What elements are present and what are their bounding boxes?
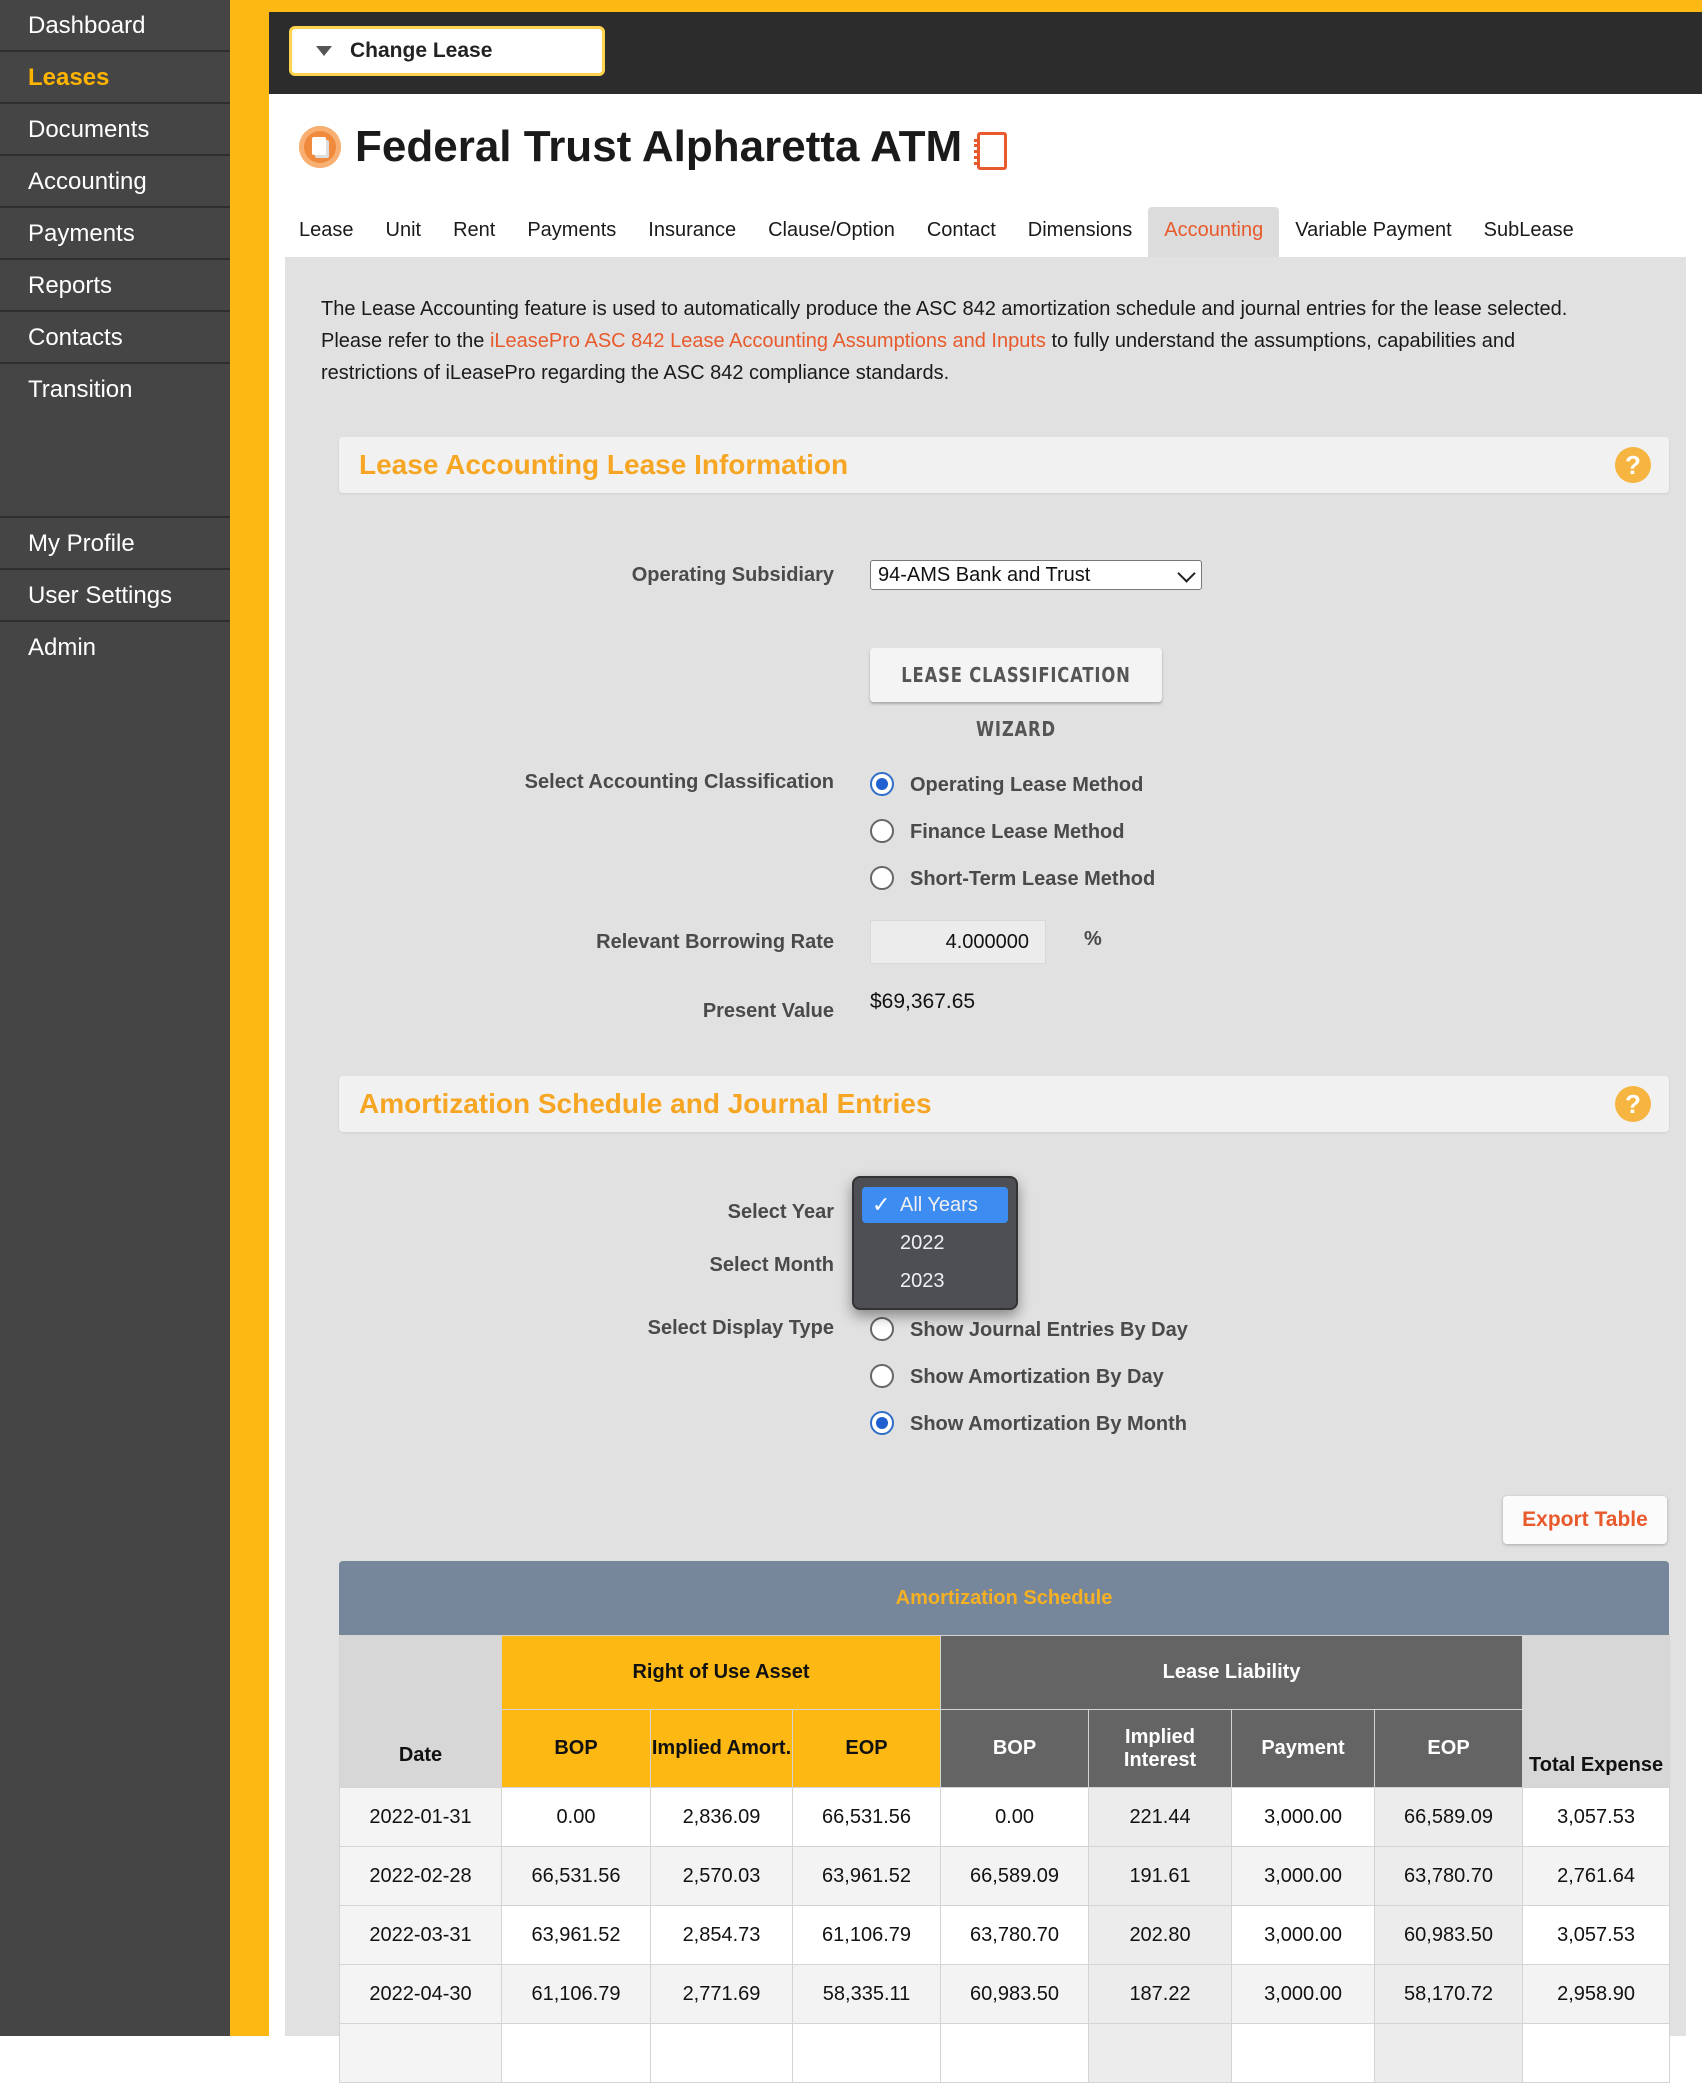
col-rou-bop-header: BOP	[502, 1710, 651, 1788]
intro-text-after: to fully understand the assumptions, capabilities and restrictions of iLeasePro regarding the ASC 842 compliance standards.	[321, 330, 1516, 384]
classification-label: Select Accounting Classification	[524, 771, 834, 793]
cell-empty	[1089, 2024, 1232, 2083]
cell-rou-amort: 2,771.69	[651, 1965, 793, 2024]
tab-clause-option[interactable]: Clause/Option	[768, 219, 895, 241]
col-liab-interest-header: Implied Interest	[1089, 1710, 1232, 1788]
cell-empty	[941, 2024, 1089, 2083]
col-rou-amort-header: Implied Amort.	[651, 1710, 793, 1788]
radio-finance-label: Finance Lease Method	[910, 821, 1125, 843]
sidebar-item-accounting[interactable]: Accounting	[0, 156, 230, 208]
classification-wizard-button[interactable]: LEASE CLASSIFICATION WIZARD	[870, 648, 1162, 702]
sidebar-item-payments[interactable]: Payments	[0, 208, 230, 260]
lease-info-section-title: Lease Accounting Lease Information	[359, 449, 849, 480]
cell-liab-interest: 187.22	[1089, 1965, 1232, 2024]
radio-checked-icon[interactable]	[870, 1411, 894, 1435]
radio-operating-label: Operating Lease Method	[910, 774, 1144, 796]
radio-short-term-label: Short-Term Lease Method	[910, 868, 1156, 890]
cell-liab-bop: 66,589.09	[941, 1847, 1089, 1906]
cell-rou-eop: 63,961.52	[793, 1847, 941, 1906]
rate-unit: %	[1084, 928, 1102, 950]
assumptions-link[interactable]: iLeasePro ASC 842 Lease Accounting Assumptions and Inputs	[489, 330, 1046, 352]
chevron-down-icon	[1177, 564, 1195, 582]
rou-group-header: Right of Use Asset	[502, 1636, 941, 1710]
subsidiary-label: Operating Subsidiary	[631, 564, 834, 586]
tab-insurance[interactable]: Insurance	[648, 219, 737, 241]
tab-rent[interactable]: Rent	[453, 219, 496, 241]
cell-liab-payment: 3,000.00	[1232, 1847, 1375, 1906]
schedule-section-header	[339, 1076, 1669, 1132]
help-icon[interactable]: ?	[1615, 1086, 1651, 1122]
lease-info-section-header	[339, 437, 1669, 493]
rate-label: Relevant Borrowing Rate	[596, 931, 834, 953]
accent-stripe	[230, 0, 269, 2036]
help-icon[interactable]: ?	[1615, 447, 1651, 483]
change-lease-label: Change Lease	[350, 39, 493, 62]
cell-total-expense: 2,958.90	[1523, 1965, 1670, 2024]
month-label: Select Month	[709, 1254, 834, 1276]
export-table-button[interactable]: Export Table	[1503, 1496, 1667, 1544]
cell-total-expense: 2,761.64	[1523, 1847, 1670, 1906]
tab-contact[interactable]: Contact	[926, 219, 996, 241]
col-rou-eop-header: EOP	[793, 1710, 941, 1788]
page-title: Federal Trust Alpharetta ATM	[355, 122, 963, 171]
sidebar-item-user-settings[interactable]: User Settings	[0, 570, 230, 622]
cell-rou-bop: 66,531.56	[502, 1847, 651, 1906]
radio-unchecked-icon[interactable]	[870, 866, 894, 890]
change-lease-button[interactable]	[289, 26, 605, 76]
lease-document-icon	[299, 126, 341, 168]
tab-variable-payment[interactable]: Variable Payment	[1295, 219, 1452, 241]
tab-lease[interactable]: Lease	[299, 219, 354, 241]
sidebar-item-reports[interactable]: Reports	[0, 260, 230, 312]
table-row	[340, 1906, 1670, 1965]
cell-empty	[651, 2024, 793, 2083]
cell-date: 2022-04-30	[340, 1965, 502, 2024]
year-dropdown-menu[interactable]	[852, 1176, 1018, 1310]
year-option-2022[interactable]: 2022	[900, 1232, 945, 1254]
cell-liab-bop: 0.00	[941, 1788, 1089, 1847]
sidebar-item-dashboard[interactable]: Dashboard	[0, 0, 230, 52]
main-content	[269, 94, 1702, 2036]
notebook-icon[interactable]	[977, 132, 1007, 170]
table-row	[340, 2024, 1670, 2083]
present-value: $69,367.65	[870, 990, 976, 1013]
checkmark-icon: ✓	[872, 1192, 891, 1217]
col-liab-payment-header: Payment	[1232, 1710, 1375, 1788]
col-liab-bop-header: BOP	[941, 1710, 1089, 1788]
cell-date: 2022-02-28	[340, 1847, 502, 1906]
cell-empty	[502, 2024, 651, 2083]
cell-rou-eop: 58,335.11	[793, 1965, 941, 2024]
sidebar-item-documents[interactable]: Documents	[0, 104, 230, 156]
sidebar-item-my-profile[interactable]: My Profile	[0, 518, 230, 570]
sidebar-item-transition[interactable]: Transition	[28, 376, 133, 403]
year-option-2023[interactable]: 2023	[900, 1270, 945, 1292]
year-option-label: All Years	[900, 1194, 978, 1216]
intro-text-before: The Lease Accounting feature is used to automatically produce the ASC 842 amortization schedule and journal entries for the lease selected. Please refer to the	[321, 298, 1568, 352]
cell-liab-interest: 221.44	[1089, 1788, 1232, 1847]
radio-unchecked-icon[interactable]	[870, 819, 894, 843]
cell-liab-eop: 58,170.72	[1375, 1965, 1523, 2024]
tab-payments[interactable]: Payments	[527, 219, 617, 241]
radio-journal-by-day-label: Show Journal Entries By Day	[910, 1319, 1188, 1341]
borrowing-rate-input[interactable]: 4.000000	[870, 920, 1046, 964]
tab-dimensions[interactable]: Dimensions	[1027, 219, 1133, 241]
table-row	[340, 1788, 1670, 1847]
subsidiary-value: 94-AMS Bank and Trust	[878, 564, 1091, 586]
cell-rou-bop: 61,106.79	[502, 1965, 651, 2024]
radio-checked-icon[interactable]	[870, 772, 894, 796]
cell-liab-interest: 191.61	[1089, 1847, 1232, 1906]
cell-liab-payment: 3,000.00	[1232, 1788, 1375, 1847]
cell-date	[340, 2024, 502, 2083]
cell-liab-bop: 60,983.50	[941, 1965, 1089, 2024]
liability-group-header: Lease Liability	[941, 1636, 1523, 1710]
amortization-table-title: Amortization Schedule	[339, 1561, 1669, 1635]
col-total-expense-header: Total Expense	[1523, 1636, 1670, 1788]
sidebar-spacer	[0, 416, 230, 518]
cell-liab-bop: 63,780.70	[941, 1906, 1089, 1965]
radio-unchecked-icon[interactable]	[870, 1364, 894, 1388]
cell-rou-amort: 2,836.09	[651, 1788, 793, 1847]
display-type-label: Select Display Type	[647, 1317, 834, 1339]
year-label: Select Year	[727, 1201, 834, 1223]
cell-liab-eop: 60,983.50	[1375, 1906, 1523, 1965]
tab-sublease[interactable]: SubLease	[1483, 219, 1574, 241]
top-bar	[269, 0, 1702, 94]
radio-amort-by-day-label: Show Amortization By Day	[910, 1366, 1164, 1388]
cell-total-expense: 3,057.53	[1523, 1788, 1670, 1847]
table-row	[340, 1847, 1670, 1906]
cell-rou-bop: 63,961.52	[502, 1906, 651, 1965]
sidebar-item-contacts[interactable]: Contacts	[0, 312, 230, 364]
cell-rou-eop: 61,106.79	[793, 1906, 941, 1965]
cell-date: 2022-03-31	[340, 1906, 502, 1965]
cell-empty	[1523, 2024, 1670, 2083]
year-option-all[interactable]	[862, 1187, 1008, 1223]
cell-liab-eop: 63,780.70	[1375, 1847, 1523, 1906]
cell-liab-interest: 202.80	[1089, 1906, 1232, 1965]
cell-date: 2022-01-31	[340, 1788, 502, 1847]
cell-empty	[1375, 2024, 1523, 2083]
radio-unchecked-icon[interactable]	[870, 1317, 894, 1341]
cell-total-expense: 3,057.53	[1523, 1906, 1670, 1965]
cell-liab-payment: 3,000.00	[1232, 1906, 1375, 1965]
cell-rou-amort: 2,854.73	[651, 1906, 793, 1965]
cell-liab-eop: 66,589.09	[1375, 1788, 1523, 1847]
tab-accounting[interactable]: Accounting	[1148, 207, 1279, 257]
intro-text	[321, 293, 1611, 389]
radio-amort-by-month-label: Show Amortization By Month	[910, 1413, 1188, 1435]
tab-unit[interactable]: Unit	[385, 219, 422, 241]
schedule-section-title: Amortization Schedule and Journal Entries	[359, 1088, 932, 1119]
table-row	[340, 1965, 1670, 2024]
triangle-down-icon	[316, 46, 332, 56]
amortization-table	[339, 1635, 1670, 2083]
cell-rou-eop: 66,531.56	[793, 1788, 941, 1847]
cell-liab-payment: 3,000.00	[1232, 1965, 1375, 2024]
cell-rou-amort: 2,570.03	[651, 1847, 793, 1906]
sidebar	[0, 0, 230, 2036]
sidebar-item-leases[interactable]: Leases	[0, 52, 230, 104]
col-date-header: Date	[340, 1636, 502, 1788]
cell-empty	[793, 2024, 941, 2083]
sidebar-item-admin[interactable]: Admin	[28, 634, 97, 661]
cell-rou-bop: 0.00	[502, 1788, 651, 1847]
col-liab-eop-header: EOP	[1375, 1710, 1523, 1788]
subsidiary-select[interactable]	[870, 560, 1202, 590]
accounting-panel	[285, 257, 1686, 2036]
tab-bar	[283, 207, 1590, 257]
cell-empty	[1232, 2024, 1375, 2083]
present-value-label: Present Value	[702, 1000, 834, 1022]
